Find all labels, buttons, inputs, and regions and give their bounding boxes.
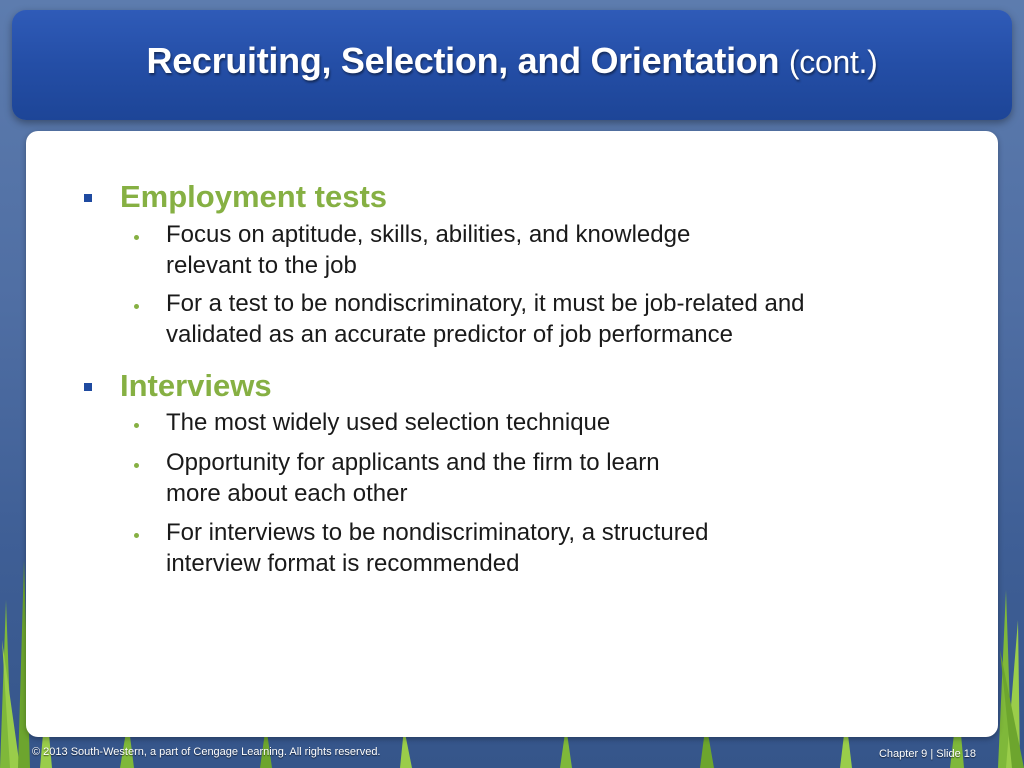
slide-title-main: Recruiting, Selection, and Orientation xyxy=(146,40,780,81)
section-heading: Employment tests xyxy=(120,179,388,214)
list-item-line: Opportunity for applicants and the firm to learn xyxy=(166,449,660,476)
list-item-line: relevant to the job xyxy=(166,252,357,279)
round-bullet-icon xyxy=(134,235,139,240)
square-bullet-icon xyxy=(84,383,92,391)
content-panel xyxy=(26,131,998,737)
round-bullet-icon xyxy=(134,304,139,309)
list-item-line: validated as an accurate predictor of job performance xyxy=(166,321,733,348)
round-bullet-icon xyxy=(134,463,139,468)
title-bar xyxy=(12,10,1012,120)
slide-title-suffix: (cont.) xyxy=(788,44,878,80)
list-item-line: Focus on aptitude, skills, abilities, and knowledge xyxy=(166,221,691,248)
chapter-slide-number: Chapter 9 | Slide 18 xyxy=(878,748,976,760)
section-heading: Interviews xyxy=(120,368,272,403)
list-item-line: interview format is recommended xyxy=(166,550,520,577)
list-item-line: For interviews to be nondiscriminatory, a structured xyxy=(166,519,709,546)
list-item-line: For a test to be nondiscriminatory, it must be job-related and xyxy=(166,290,805,317)
copyright-notice: © 2013 South-Western, a part of Cengage Learning. All rights reserved. xyxy=(32,746,381,758)
slide-title xyxy=(147,40,878,82)
list-item-line: more about each other xyxy=(166,480,408,507)
list-item-line: The most widely used selection technique xyxy=(166,409,611,436)
round-bullet-icon xyxy=(134,533,139,538)
round-bullet-icon xyxy=(134,423,139,428)
square-bullet-icon xyxy=(84,194,92,202)
